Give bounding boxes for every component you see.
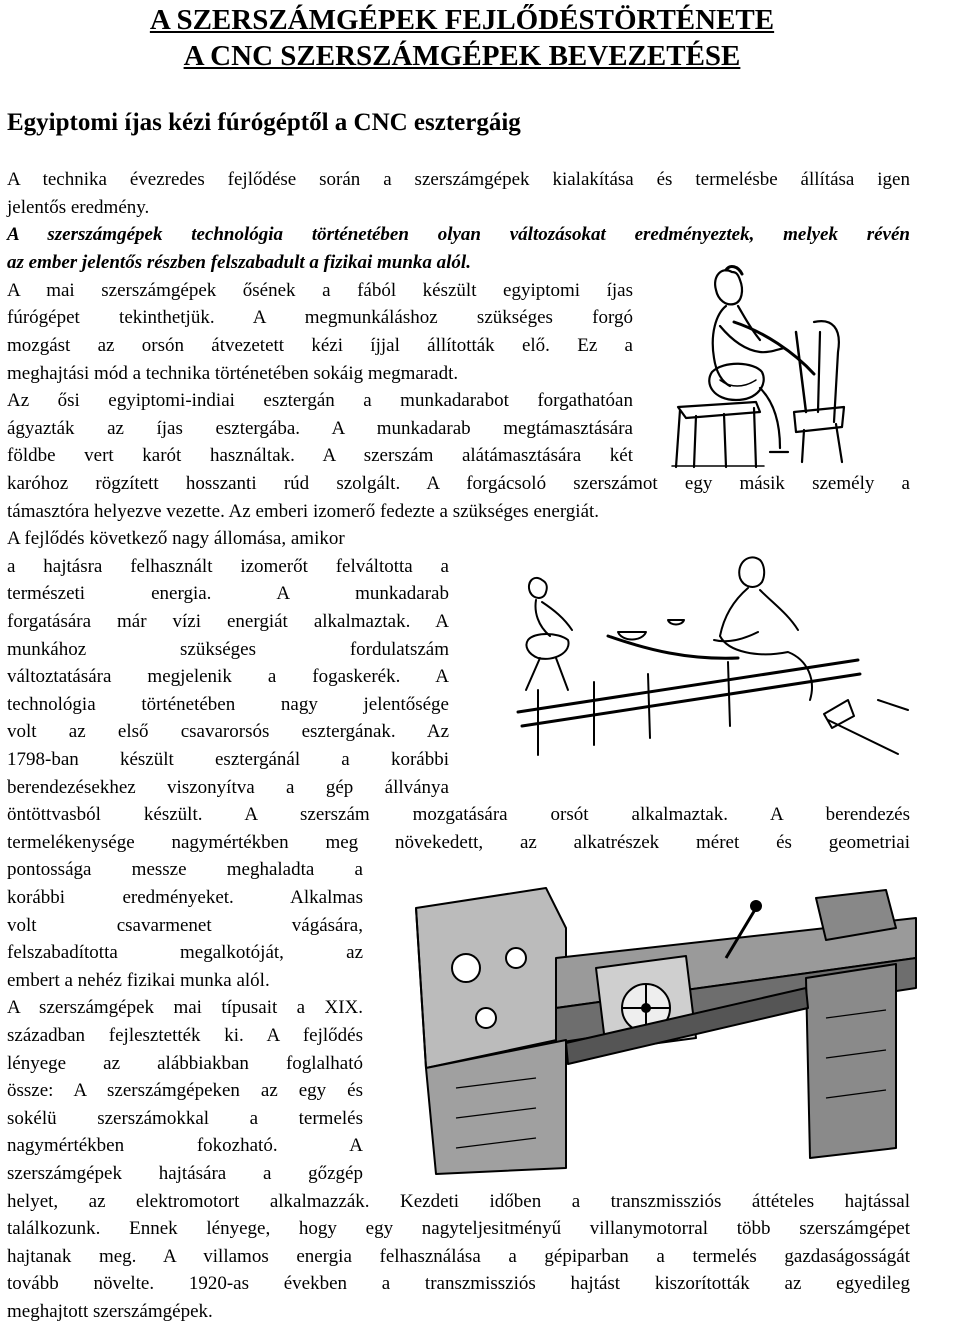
- paragraph-line: támasztóra helyezve vezette. Az emberi izomerő fedezte a szükséges energiát.: [7, 501, 600, 522]
- paragraph-line: a hajtásra felhasznált izomerőt felváltotta a: [7, 556, 449, 577]
- paragraph-line: volt csavarmenet vágására,: [7, 915, 363, 936]
- paragraph-line: öntöttvasból készült. A szerszám mozgatására orsót alkalmaztak. A berendezés: [7, 804, 910, 825]
- paragraph-line: sokélü szerszámokkal a termelés: [7, 1108, 363, 1129]
- paragraph-line: meghajtási mód a technika történetében sokáig megmaradt.: [7, 363, 459, 384]
- paragraph-line: találkozunk. Ennek lényege, hogy egy nagyteljesitményű villanymotorral több szerszámgépet: [7, 1218, 910, 1239]
- paragraph-line: A technika évezredes fejlődése során a szerszámgépek kialakítása és termelésbe állítása igen: [7, 169, 910, 190]
- title-line-2: A CNC SZERSZÁMGÉPEK BEVEZETÉSE: [183, 40, 741, 72]
- paragraph-line: 1798-ban készült esztergánál a korábbi: [7, 749, 449, 770]
- paragraph-line: lényege az alábbiakban foglalható: [7, 1053, 363, 1074]
- paragraph-line: embert a nehéz fizikai munka alól.: [7, 970, 270, 991]
- paragraph-line: A mai szerszámgépek ősének a fából készült egyiptomi íjas: [7, 280, 633, 301]
- paragraph-line: meghajtott szerszámgépek.: [7, 1301, 213, 1322]
- paragraph-line: karóhoz rögzített hosszanti rúd szolgált. A forgácsoló szerszámot egy másik személy a: [7, 473, 910, 494]
- bow-drill-illustration: [664, 262, 864, 472]
- section-subtitle: Egyiptomi íjas kézi fúrógéptől a CNC esztergáig: [7, 109, 521, 136]
- paragraph-line: fúrógépet tekinthetjük. A megmunkáláshoz szükséges forgó: [7, 307, 633, 328]
- paragraph-line: változtatására megjelenik a fogaskerék. A: [7, 666, 449, 687]
- paragraph-line: A szerszámgépek technológia történetében olyan változásokat eredményeztek, melyek révén: [7, 224, 910, 245]
- paragraph-line: mozgást az orsón átvezetett kézi íjjal állították elő. Ez a: [7, 335, 633, 356]
- bow-lathe-illustration: [498, 540, 918, 790]
- paragraph-line: A fejlődés következő nagy állomása, amikor: [7, 528, 345, 549]
- paragraph-line: munkához szükséges fordulatszám: [7, 639, 449, 660]
- paragraph-line: helyet, az elektromotort alkalmazzák. Kezdeti időben a transzmissziós áttételes hajtással: [7, 1191, 910, 1212]
- paragraph-line: tovább növelte. 1920-as években a transzmissziós hajtást kiszorították az egyedileg: [7, 1273, 910, 1294]
- paragraph-line: században fejlesztették ki. A fejlődés: [7, 1025, 363, 1046]
- paragraph-line: természeti energia. A munkadarab: [7, 583, 449, 604]
- paragraph-line: A szerszámgépek mai típusait a XIX.: [7, 997, 363, 1018]
- paragraph-line: össze: A szerszámgépeken az egy és: [7, 1080, 363, 1101]
- paragraph-line: volt az első csavarorsós esztergának. Az: [7, 721, 449, 742]
- paragraph-line: berendezésekhez viszonyítva a gép állványa: [7, 777, 449, 798]
- paragraph-line: korábbi eredményeket. Alkalmas: [7, 887, 363, 908]
- paragraph-line: szerszámgépek hajtására a gőzgép: [7, 1163, 363, 1184]
- paragraph-line: nagymértékben fokozható. A: [7, 1135, 363, 1156]
- paragraph-line: pontossága messze meghaladta a: [7, 859, 363, 880]
- paragraph-line: technológia történetében nagy jelentősége: [7, 694, 449, 715]
- industrial-lathe-illustration: [396, 868, 926, 1180]
- paragraph-line: ágyazták az íjas esztergába. A munkadarab megtámasztására: [7, 418, 633, 439]
- paragraph-line: földbe vert karót használtak. A szerszám alátámasztására két: [7, 445, 633, 466]
- paragraph-line: Az ősi egyiptomi-indiai esztergán a munkadarabot forgathatóan: [7, 390, 633, 411]
- paragraph-line: forgatására már vízi energiát alkalmaztak. A: [7, 611, 449, 632]
- paragraph-line: jelentős eredmény.: [7, 197, 150, 218]
- paragraph-line: termelékenysége nagymértékben meg növekedett, az alkatrészek méret és geometriai: [7, 832, 910, 853]
- paragraph-line: hajtanak meg. A villamos energia felhasználása a gépiparban a termelés gazdaságosságát: [7, 1246, 910, 1267]
- paragraph-line: felszabadította megalkotóját, az: [7, 942, 363, 963]
- title-line-1: A SZERSZÁMGÉPEK FEJLŐDÉSTÖRTÉNETE: [149, 4, 775, 36]
- paragraph-line: az ember jelentős részben felszabadult a fizikai munka alól.: [7, 252, 471, 273]
